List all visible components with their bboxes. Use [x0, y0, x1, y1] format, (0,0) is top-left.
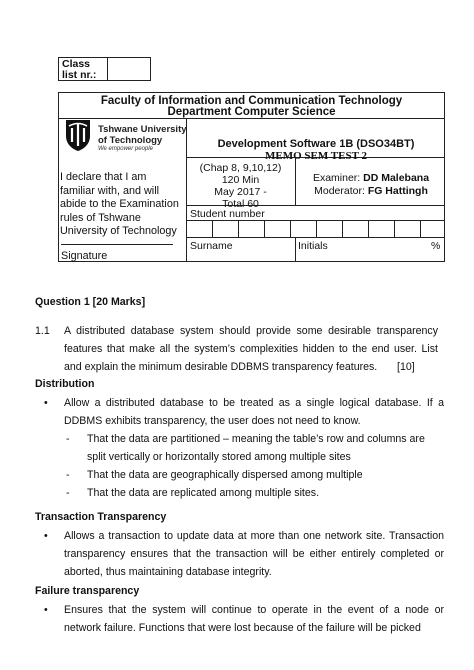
distribution-dash-1: That the data are partitioned – meaning the table’s row and columns are split vertically or horizontally stored among multiple sites [87, 433, 425, 463]
examiner-name: DD Malebana [363, 172, 430, 184]
question-marks: [10] [397, 361, 415, 373]
question-number: 1.1 [35, 325, 50, 337]
class-list-box [58, 57, 151, 81]
date: May 2017 - [214, 186, 267, 198]
digit-box-divider [342, 220, 343, 237]
bullet-icon: • [44, 397, 48, 409]
dash-icon: - [66, 433, 70, 445]
total-marks: Total 60 [222, 198, 259, 210]
digit-box-divider [212, 220, 213, 237]
digit-box-divider [238, 220, 239, 237]
course-title: Development Software 1B (DSO34BT) [217, 138, 415, 150]
digit-box-divider [316, 220, 317, 237]
dash-icon: - [66, 487, 70, 499]
bullet-icon: • [44, 604, 48, 616]
failure-heading: Failure transparency [35, 585, 140, 597]
chapters: (Chap 8, 9,10,12) [199, 162, 282, 174]
class-list-divider [107, 58, 108, 80]
digit-row-bottom [186, 237, 445, 238]
digit-box-divider [290, 220, 291, 237]
digit-box-divider [394, 220, 395, 237]
bullet-icon: • [44, 530, 48, 542]
examiner-block [300, 172, 442, 198]
digit-box-divider [420, 220, 421, 237]
initials-label: Initials [298, 240, 328, 252]
transaction-heading: Transaction Transparency [35, 511, 167, 523]
signature-label: Signature [61, 250, 108, 262]
question-title: Question 1 [20 Marks] [35, 296, 146, 308]
distribution-dash-3: That the data are replicated among multiple sites. [87, 487, 320, 499]
distribution-bullet: Allow a distributed database to be treated as a single logical database. If a DDBMS exhibits transparency, the user does not need to know. [64, 397, 444, 427]
dash-icon: - [66, 469, 70, 481]
university-logo [64, 118, 92, 152]
digit-box-divider [264, 220, 265, 237]
test-info [187, 162, 294, 210]
signature-line [61, 244, 173, 245]
digit-box-divider [368, 220, 369, 237]
question-text: A distributed database system should provide some desirable transparency features that make all the system’s complexities hidden to the end user. List and explain the minimum desirable DDBMS transparency features. [64, 325, 438, 373]
percent-label: % [431, 240, 441, 252]
moderator-name: FG Hattingh [367, 185, 428, 197]
failure-bullet: Ensures that the system will continue to operate in the event of a node or network failure. Functions that were lost because of the failure will be picked [64, 604, 444, 634]
university-name-line2: of Technology [98, 135, 163, 146]
chap-examiner-divider [295, 157, 296, 205]
university-name-line1: Tshwane University [98, 124, 187, 135]
surname-label: Surname [190, 240, 233, 252]
moderator-label: Moderator: [314, 185, 365, 197]
distribution-heading: Distribution [35, 378, 95, 390]
examiner-label: Examiner: [312, 172, 361, 184]
surname-initials-divider [295, 237, 296, 262]
duration: 120 Min [221, 174, 260, 186]
class-list-label: Class list nr.: [62, 58, 97, 81]
course-block [187, 138, 445, 162]
transaction-bullet: Allows a transaction to update data at more than one network site. Transaction transparency ensures that the transaction will be either entirely completed or aborted, thus maintaining database integrity. [64, 530, 444, 578]
memo-title: MEMO SEM TEST 2 [265, 150, 367, 162]
declaration-text: I declare that I am familiar with, and will abide to the Examination rules of Tshwane University of Technology [60, 171, 179, 237]
university-tagline: We empower people [98, 146, 153, 152]
faculty-title: Faculty of Information and Communication Technology [100, 95, 403, 107]
university-name [98, 124, 187, 146]
distribution-dash-2: That the data are geographically dispersed among multiple [87, 469, 363, 481]
student-number-label: Student number [190, 208, 265, 220]
department-title: Department Computer Science [167, 106, 336, 118]
